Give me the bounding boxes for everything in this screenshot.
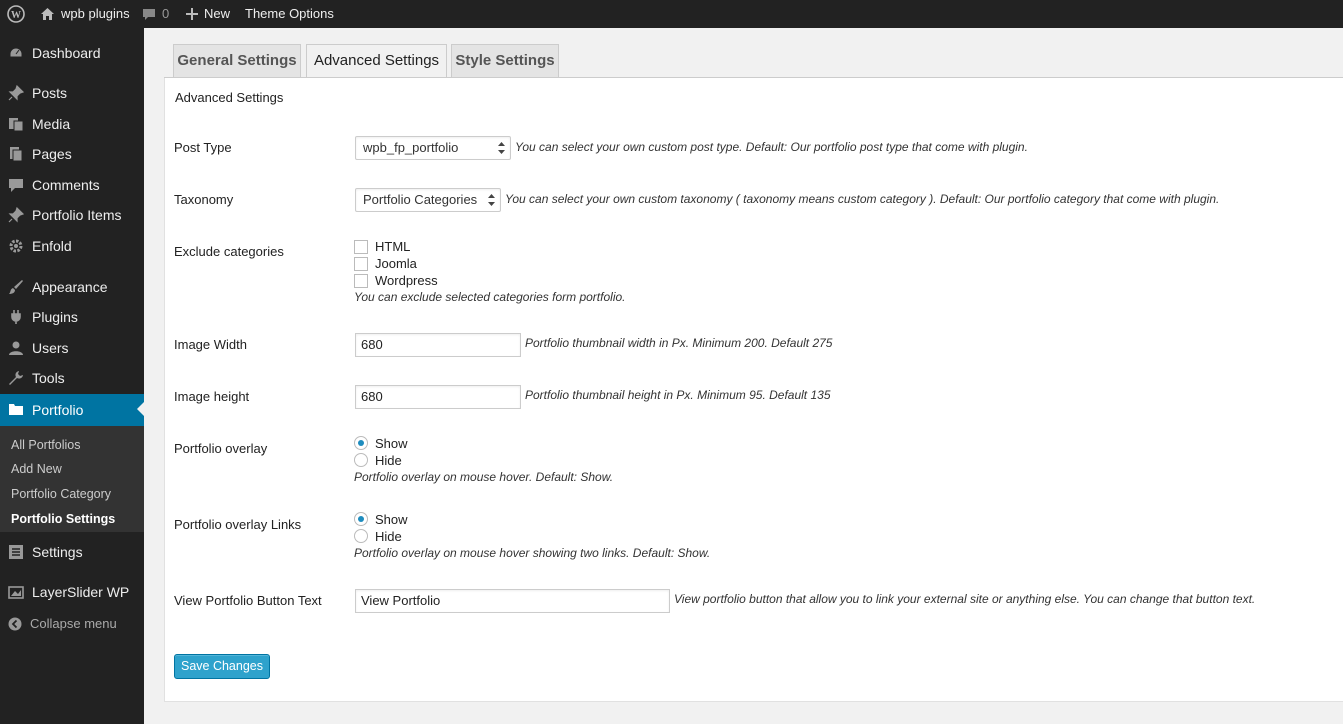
brush-icon [8,279,24,295]
gear-icon [8,238,24,254]
submenu-item-portfolio-settings[interactable]: Portfolio Settings [11,512,116,526]
slider-icon [8,584,24,600]
radio-overlay-show[interactable] [354,436,368,450]
select-arrows-icon [488,193,495,207]
post-type-select[interactable] [355,136,511,160]
sidebar-item-layerslider[interactable] [0,577,144,607]
portfolio-overlay-label: Portfolio overlay [174,441,268,456]
sidebar-item-label: Users [32,340,69,356]
sidebar-item-portfolio[interactable] [0,394,144,426]
taxonomy-select[interactable] [355,188,501,212]
exclude-categories-description: You can exclude selected categories form portfolio. [354,290,626,304]
sidebar-item-posts[interactable] [0,78,144,108]
home-icon [40,7,55,21]
checkbox-html[interactable] [354,240,368,254]
image-width-input[interactable]: 680 [355,333,521,357]
comment-icon [8,177,24,193]
image-width-label: Image Width [174,337,247,352]
sidebar-item-users[interactable] [0,333,144,363]
pages-icon [8,146,24,162]
wrench-icon [8,370,24,386]
sidebar-item-label: Comments [32,177,100,193]
pin-icon [8,85,24,101]
save-changes-button[interactable]: Save Changes [174,654,270,679]
image-width-description: Portfolio thumbnail width in Px. Minimum 200. Default 275 [525,336,833,350]
sidebar-item-label: Enfold [32,238,72,254]
theme-options-link[interactable] [245,0,334,28]
settings-icon [8,544,24,560]
checkbox-joomla[interactable] [354,257,368,271]
admin-bar [0,0,1343,28]
site-name-link[interactable] [40,0,130,28]
sidebar-item-label: Media [32,116,71,132]
collapse-icon [8,617,22,631]
sidebar-item-comments[interactable] [0,170,144,200]
new-label: New [204,6,231,21]
tab-general-settings[interactable]: General Settings [173,44,301,78]
svg-text:W: W [11,10,21,21]
pin-icon [8,207,24,223]
sidebar-item-media[interactable] [0,109,144,139]
sidebar-item-plugins[interactable] [0,302,144,332]
site-name: wpb plugins [61,6,130,21]
post-type-label: Post Type [174,140,232,155]
submenu-item-add-new[interactable]: Add New [11,462,62,476]
collapse-menu-button[interactable] [8,616,117,631]
user-icon [8,340,24,356]
sidebar-item-appearance[interactable] [0,272,144,302]
admin-sidebar [0,28,144,724]
image-height-input[interactable]: 680 [355,385,521,409]
checkbox-label-wordpress: Wordpress [375,273,438,288]
taxonomy-description: You can select your own custom taxonomy ( taxonomy means custom category ). Default: Our portfolio category that come with plugin. [505,192,1220,206]
sidebar-item-label: Appearance [32,279,108,295]
portfolio-overlay-links-description: Portfolio overlay on mouse hover showing two links. Default: Show. [354,546,711,560]
sidebar-item-label: Settings [32,544,83,560]
wordpress-logo-icon[interactable] [7,0,25,28]
checkbox-wordpress[interactable] [354,274,368,288]
folder-icon [8,401,24,417]
radio-label-overlay-links-show: Show [375,512,408,527]
sidebar-item-label: Posts [32,85,68,101]
dashboard-icon [8,45,24,61]
checkbox-label-html: HTML [375,239,411,254]
checkbox-label-joomla: Joomla [375,256,417,271]
panel-heading: Advanced Settings [175,90,284,105]
sidebar-item-dashboard[interactable] [0,38,144,68]
select-arrows-icon [498,141,505,155]
tab-advanced-settings[interactable]: Advanced Settings [306,44,447,79]
radio-label-overlay-show: Show [375,436,408,451]
new-content-link[interactable] [186,0,230,28]
post-type-description: You can select your own custom post type. Default: Our portfolio post type that come with plugin. [515,140,1028,154]
radio-overlay-links-hide[interactable] [354,529,368,543]
button-text-input[interactable]: View Portfolio [355,589,670,613]
sidebar-item-label: Plugins [32,309,78,325]
portfolio-overlay-description: Portfolio overlay on mouse hover. Default: Show. [354,470,614,484]
image-height-label: Image height [174,389,250,404]
sidebar-item-tools[interactable] [0,363,144,393]
portfolio-overlay-links-label: Portfolio overlay Links [174,517,302,532]
radio-overlay-hide[interactable] [354,453,368,467]
plug-icon [8,309,24,325]
radio-label-overlay-links-hide: Hide [375,529,402,544]
radio-label-overlay-hide: Hide [375,453,402,468]
button-text-label: View Portfolio Button Text [174,593,322,608]
sidebar-item-label: Tools [32,370,65,386]
theme-options-label: Theme Options [245,6,334,21]
sidebar-item-settings[interactable] [0,537,144,567]
button-text-description: View portfolio button that allow you to link your external site or anything else. You can change that button text. [674,592,1256,606]
exclude-categories-label: Exclude categories [174,244,284,259]
comments-link[interactable] [142,0,169,28]
sidebar-item-label: Dashboard [32,45,101,61]
sidebar-item-pages[interactable] [0,139,144,169]
submenu-item-portfolio-category[interactable]: Portfolio Category [11,487,112,501]
taxonomy-label: Taxonomy [174,192,234,207]
media-icon [8,116,24,132]
taxonomy-value: Portfolio Categories [363,192,478,207]
radio-overlay-links-show[interactable] [354,512,368,526]
sidebar-item-enfold[interactable] [0,231,144,261]
tab-style-settings[interactable]: Style Settings [451,44,559,78]
post-type-value: wpb_fp_portfolio [363,140,459,155]
submenu-item-all-portfolios[interactable]: All Portfolios [11,438,81,452]
image-height-description: Portfolio thumbnail height in Px. Minimum 95. Default 135 [525,388,831,402]
portfolio-submenu [0,426,144,532]
sidebar-item-label: Portfolio Items [32,207,122,223]
plus-icon [186,8,198,20]
comments-count: 0 [162,6,170,21]
sidebar-item-portfolio-items[interactable] [0,200,144,230]
sidebar-item-label: Pages [32,146,72,162]
comment-icon [142,8,156,21]
sidebar-item-label: Portfolio [32,402,84,418]
sidebar-item-label: LayerSlider WP [32,584,130,600]
collapse-label: Collapse menu [30,616,117,631]
